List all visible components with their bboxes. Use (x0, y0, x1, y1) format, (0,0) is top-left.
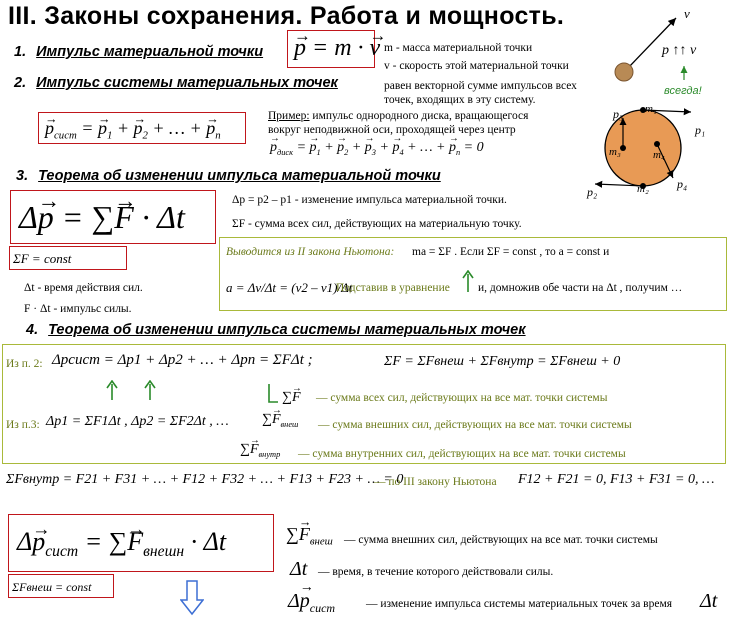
section-4-heading (26, 322, 526, 338)
section-number: 3. (16, 168, 29, 184)
newton3-pairs: F12 + F21 = 0, F13 + F31 = 0, … (518, 472, 715, 487)
internal-sum-symbol: ∑→ $F_{внутр}$ (240, 442, 280, 459)
final-ext-desc: — сумма внешних сил, действующих на все мат. точки системы (344, 534, 658, 546)
sum-all-symbol: ∑→ F (282, 390, 301, 406)
system-eq2: Δp1 = ΣF1Δt , Δp2 = ΣF2Δt , … (46, 414, 229, 429)
section-1-heading (14, 44, 263, 60)
system-eq1: Δpсист = Δp1 + Δp2 + … + Δpn = ΣFΔt ; (52, 352, 313, 368)
final-dt-desc: — время, в течение которого действовали силы. (318, 566, 554, 578)
external-sum-desc: — сумма внешних сил, действующих на все мат. точки системы (318, 419, 632, 431)
disk-diagram (583, 100, 713, 200)
ball-velocity-diagram (600, 2, 720, 100)
momentum-formula-box (287, 30, 381, 68)
m2-label: m₂ (637, 183, 649, 195)
section-number: 1. (14, 44, 27, 60)
p1-label: p₁ (695, 123, 706, 137)
force-const-box: ΣF = const (9, 246, 127, 270)
momentum-formula: → p = m · → v (288, 31, 374, 65)
external-const-box: ΣFвнеш = const (8, 574, 114, 598)
newton3-label: — по III закону Ньютона (374, 476, 497, 488)
m1-label: m₁ (645, 103, 657, 115)
example-label: Пример: (268, 110, 310, 122)
dt-definition: Δt - время действия сил. (24, 282, 143, 294)
p-parallel-v: p ↑↑ v (662, 43, 697, 58)
section-3-heading (16, 168, 441, 184)
p3-label: p₃ (613, 107, 624, 121)
section-number: 4. (26, 322, 39, 338)
impulse-definition: F · Δt - импульс силы. (24, 303, 132, 315)
from-p2-label: Из п. 2: (6, 358, 43, 370)
disk-formula: → $p_{диск}$ = → $p_1$ + → $p_2$ + → $p_3$ + → $p_4$ + … + → $p_n = 0$ (270, 140, 484, 157)
final-dp-dt: Δt (700, 590, 718, 612)
system-eq3: ΣFвнутр = F21 + F31 + … + F12 + F32 + … + F13 + F23 + … = 0 (6, 472, 404, 487)
final-dt-symbol: Δt (290, 558, 308, 580)
up-arrows-icon (104, 380, 164, 402)
section-title: Теорема об изменении импульса системы материальных точек (48, 322, 526, 338)
final-dp-desc: — изменение импульса системы материальных точек за время (366, 598, 673, 610)
accel-formula: a = Δv/Δt = (v2 – v1)/Δt (226, 280, 353, 295)
section-2-heading (14, 75, 338, 91)
mass-note: m - масса материальной точки (384, 42, 533, 54)
example-line2: вокруг неподвижной оси, проходящей через центр (268, 124, 516, 136)
m3-label: m₃ (609, 146, 621, 158)
v-label: v (684, 6, 690, 21)
down-arrow-icon (180, 580, 204, 616)
external-sum-symbol: ∑→ $F_{внеш}$ (262, 412, 298, 429)
system-theorem-formula: $\Delta\to p_{сист}$ = ∑→ $F_{внешн} \cdot \Delta t$ (9, 515, 273, 579)
system-momentum-formula: → $p_{сист}$ = → $p_1$ + → $p_2$ + … + → $p_n$ (39, 113, 245, 151)
sum-force-definition: ΣF - сумма всех сил, действующих на материальную точку. (232, 218, 522, 230)
internal-sum-desc: — сумма внутренних сил, действующих на все мат. точки системы (298, 448, 626, 460)
system-momentum-box (38, 112, 246, 144)
section-title: Импульс системы материальных точек (36, 75, 338, 91)
system-note-b: точек, входящих в эту систему. (384, 94, 536, 106)
point-theorem-formula: Δ→ p = ∑→ F · Δt (11, 191, 215, 243)
derive-formula: ma = ΣF . Если ΣF = const , то a = const и (412, 246, 610, 258)
m4-label: m₄ (653, 149, 665, 161)
system-theorem-box (8, 514, 274, 572)
derive-label: Выводится из II закона Ньютона: (226, 246, 395, 258)
system-eq1-right: ΣF = ΣFвнеш + ΣFвнутр = ΣFвнеш + 0 (384, 354, 621, 369)
multiply-label: и, домножив обе части на Δt , получим … (478, 282, 683, 294)
up-arrow-icon (462, 270, 474, 294)
section-title: Импульс материальной точки (36, 44, 264, 60)
section-number: 2. (14, 75, 27, 91)
example-text: импульс однородного диска, вращающегося (312, 110, 529, 122)
page-title: III. Законы сохранения. Работа и мощность. (8, 2, 565, 30)
final-ext-symbol: ∑→ $F_{внеш}$ (286, 524, 333, 548)
sum-all-desc: — сумма всех сил, действующих на все мат. точки системы (316, 392, 608, 404)
dp-definition: Δp = p2 – p1 - изменение импульса материальной точки. (232, 194, 507, 206)
final-dp-symbol: $\Delta\to p_{сист}$ (288, 590, 335, 616)
point-theorem-box (10, 190, 216, 244)
always-label: всегда! (664, 85, 702, 97)
p4-label: p₄ (677, 177, 688, 191)
velocity-note: v - скорость этой материальной точки (384, 60, 569, 72)
system-note: равен векторной сумме импульсов всех (384, 80, 577, 92)
from-p3-label: Из п.3: (6, 419, 40, 431)
section-title: Теорема об изменении импульса материальной точки (38, 168, 441, 184)
substitute-label: Подставив в уравнение (336, 282, 450, 294)
example-line1 (268, 110, 528, 122)
p2-label: p₂ (587, 185, 598, 199)
corner-arrow-icon (266, 382, 280, 406)
